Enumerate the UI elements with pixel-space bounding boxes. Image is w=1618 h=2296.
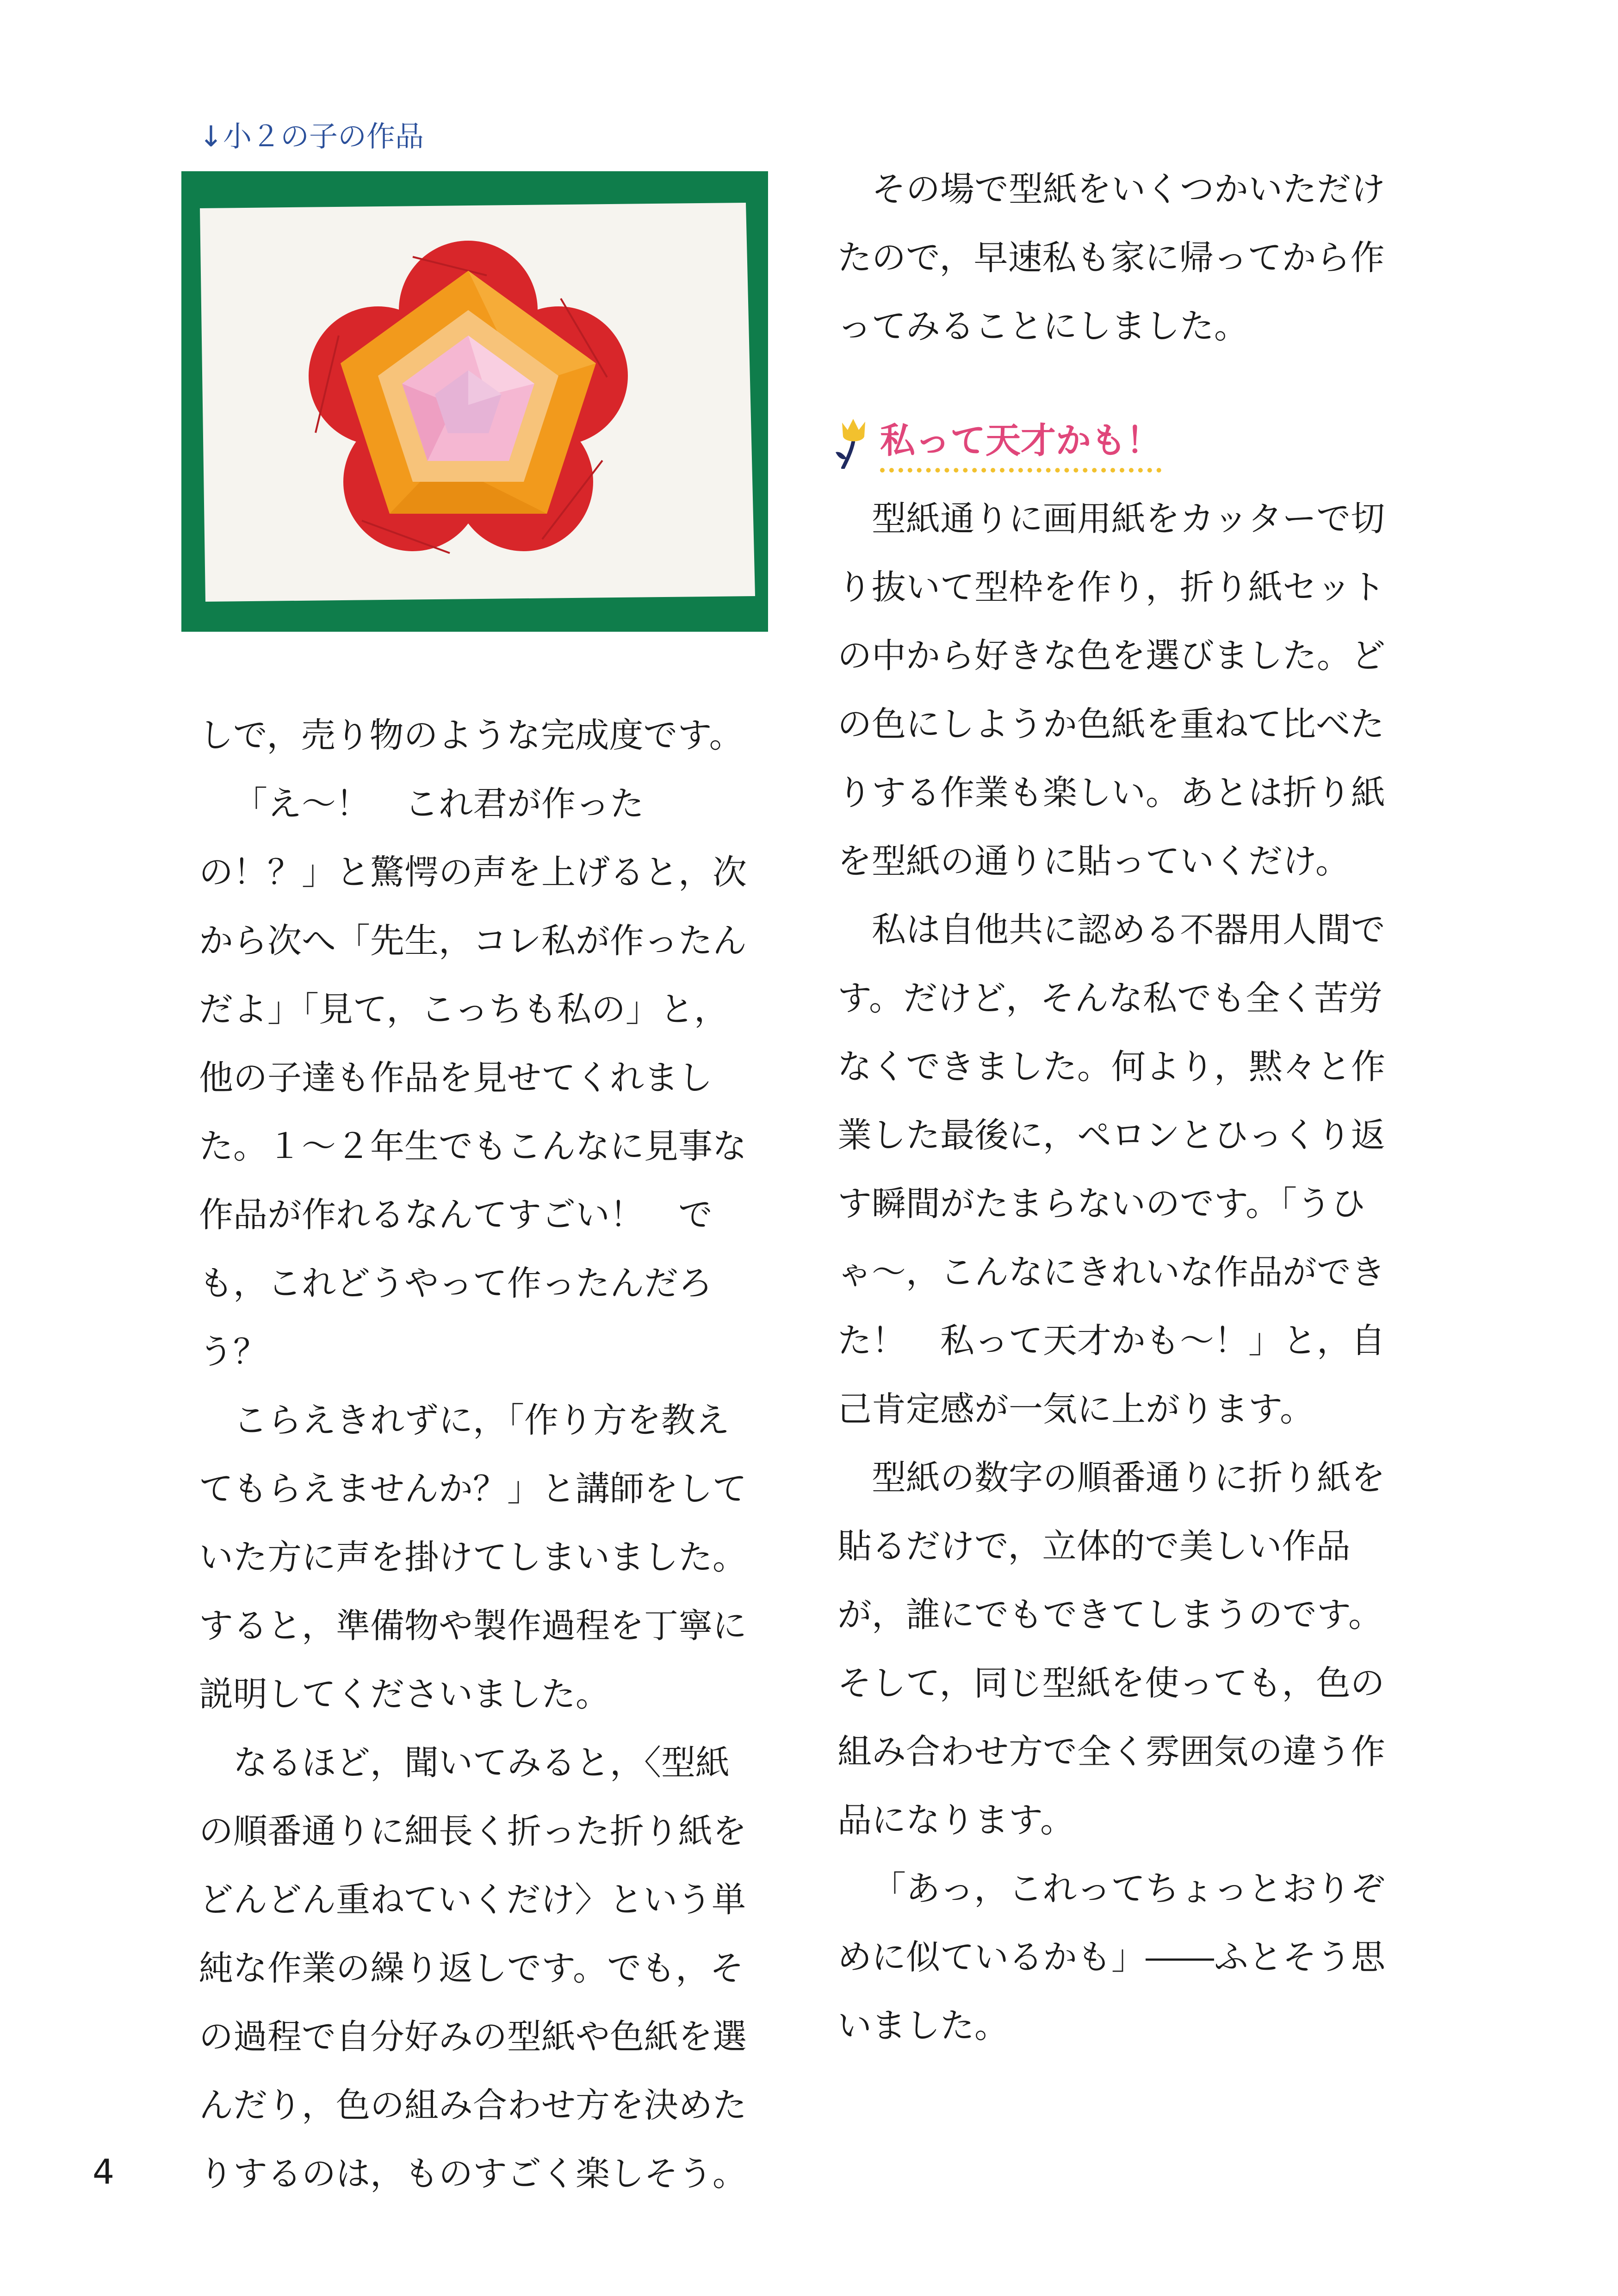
left-paragraph-3: こらえきれずに，「作り方を教えてもらえませんか？」と講師をしていた方に声を掛けてしまいました。すると，準備物や製作過程を丁寧に説明してくださいました。 bbox=[199, 1400, 747, 1714]
section-heading-text: 私って天才かも！ bbox=[880, 415, 1161, 473]
right-paragraph-2: 私は自他共に認める不器用人間です。だけど，そんな私でも全く苦労なくできました。何より，黙々と作業した最後に，ペロンとひっくり返す瞬間がたまらないのです。「うひゃ～，こんなにきれいな作品ができた！ 私って天才かも～！」と，自己肯定感が一気に上がります。 bbox=[837, 910, 1385, 1429]
left-paragraph-1: しで，売り物のような完成度です。 bbox=[199, 716, 744, 755]
section-heading bbox=[837, 411, 1393, 480]
right-paragraph-4: 「あっ，これってちょっとおりぞめに似ているかも」――ふとそう思いました。 bbox=[837, 1869, 1385, 2046]
left-column bbox=[199, 701, 759, 2208]
photo-caption: ↓小２の子の作品 bbox=[199, 119, 424, 153]
left-paragraph-2: 「え～！ これ君が作ったの！？」と驚愕の声を上げると，次から次へ「先生，コレ私が作ったんだよ」「見て，こっちも私の」と，他の子達も作品を見せてくれました。１～２年生でもこんなに見事な作品が作れるなんてすごい！ でも，これどうやって作ったんだろう？ bbox=[199, 784, 747, 1372]
right-paragraph-3: 型紙の数字の順番通りに折り紙を貼るだけで，立体的で美しい作品が，誰にでもできてしまうのです。そして，同じ型紙を使っても，色の組み合わせ方で全く雰囲気の違う作品になります。 bbox=[837, 1458, 1385, 1840]
right-intro-paragraph: その場で型紙をいくつかいただけたので，早速私も家に帰ってから作ってみることにしました。 bbox=[837, 169, 1385, 346]
artwork-photo bbox=[181, 171, 768, 632]
right-column bbox=[837, 155, 1393, 2060]
tulip-icon bbox=[833, 414, 874, 469]
right-paragraph-1: 型紙通りに画用紙をカッターで切り抜いて型枠を作り，折り紙セットの中から好きな色を選びました。どの色にしようか色紙を重ねて比べたりする作業も楽しい。あとは折り紙を型紙の通りに貼っていくだけ。 bbox=[837, 499, 1385, 881]
page-number: 4 bbox=[93, 2152, 115, 2192]
left-paragraph-4: なるほど，聞いてみると，〈型紙の順番通りに細長く折った折り紙をどんどん重ねていくだけ〉という単純な作業の繰り返しです。でも，その過程で自分好みの型紙や色紙を選んだり，色の組み合わせ方を決めたりするのは，ものすごく楽しそう。 bbox=[199, 1743, 747, 2194]
